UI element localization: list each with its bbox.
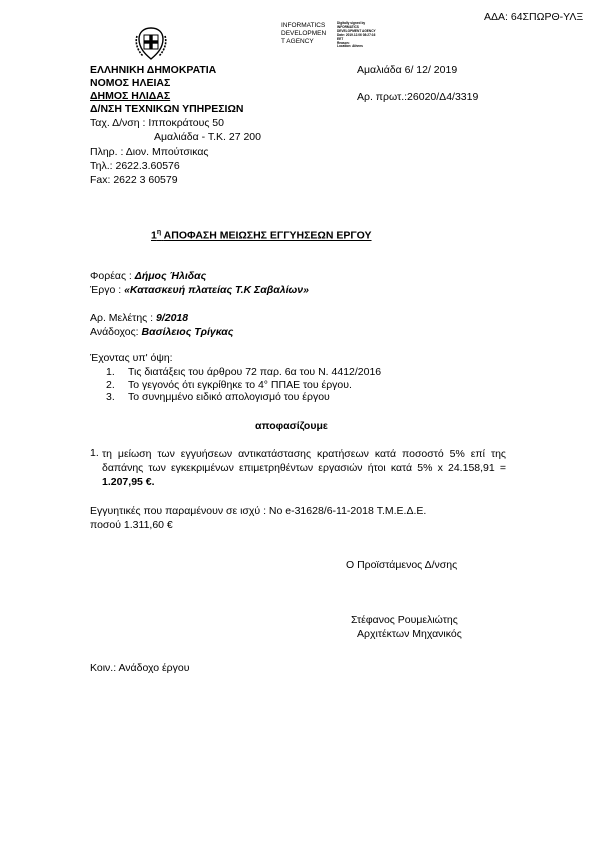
stamp-detail-line: Date: 2019.12.06 08:27:16 bbox=[337, 32, 376, 37]
study-value: 9/2018 bbox=[155, 312, 189, 324]
header-address: Ταχ. Δ/νση : Ιπποκράτους 50 bbox=[90, 117, 224, 129]
study-label: Αρ. Μελέτης : bbox=[90, 312, 156, 324]
decision-number: 1. bbox=[90, 447, 99, 459]
project-label: Έργο : bbox=[90, 284, 125, 296]
signature-stamp-name bbox=[281, 22, 326, 46]
coat-of-arms-icon bbox=[133, 26, 169, 62]
contractor-label: Ανάδοχος: bbox=[90, 326, 142, 338]
title-superscript: η bbox=[156, 229, 162, 236]
body-value: Δήμος Ήλιδας bbox=[134, 270, 207, 282]
study-line bbox=[90, 312, 188, 324]
document-title bbox=[151, 229, 372, 242]
header-fax: Fax: 2622 3 60579 bbox=[90, 174, 178, 186]
project-value: «Κατασκευή πλατείας Τ.Κ Σαβαλίων» bbox=[124, 284, 309, 296]
stamp-line: T AGENCY bbox=[281, 38, 314, 45]
signature-stamp-details bbox=[337, 22, 376, 49]
project-line bbox=[90, 284, 309, 296]
header-info: Πληρ. : Διον. Μπούτσικας bbox=[90, 146, 209, 158]
stamp-detail-line: Digitally signed by bbox=[337, 21, 366, 25]
stamp-detail-line: Location: Athens bbox=[337, 44, 363, 49]
header-municipality: ΔΗΜΟΣ ΗΛΙΔΑΣ bbox=[90, 90, 171, 102]
header-prefecture: ΝΟΜΟΣ ΗΛΕΙΑΣ bbox=[90, 77, 171, 89]
stamp-detail-line: DEVELOPMENT AGENCY bbox=[337, 28, 376, 33]
decision-heading: αποφασίζουμε bbox=[255, 420, 328, 432]
decision-item bbox=[102, 447, 506, 489]
stamp-line: DEVELOPMEN bbox=[281, 30, 327, 37]
header-city: Αμαλιάδα - Τ.Κ. 27 200 bbox=[154, 131, 261, 143]
document-date: Αμαλιάδα 6/ 12/ 2019 bbox=[357, 64, 458, 76]
signatory-role: Ο Προϊστάμενος Δ/νσης bbox=[346, 559, 458, 571]
considering-list bbox=[106, 366, 381, 404]
considering-item bbox=[106, 366, 381, 379]
body-label: Φορέας : bbox=[90, 270, 135, 282]
header-directorate: Δ/ΝΣΗ ΤΕΧΝΙΚΩΝ ΥΠΗΡΕΣΙΩΝ bbox=[90, 103, 244, 115]
remaining-amount: ποσού 1.311,60 € bbox=[90, 519, 173, 531]
title-number: 1 bbox=[151, 229, 157, 242]
contractor-line bbox=[90, 326, 233, 338]
stamp-line: INFORMATICS bbox=[281, 22, 326, 29]
decision-text: τη μείωση των εγγυήσεων αντικατάστασης κρατήσεων κατά ποσοστό 5% επί της δαπάνης των εγκεκριμένων επιμετρηθέντων εργασιών ήτοι κατά 5% x 24.158,91 = bbox=[102, 448, 506, 474]
header-phone: Τηλ.: 2622.3.60576 bbox=[90, 160, 180, 172]
considering-item bbox=[106, 379, 381, 392]
signatory-title: Αρχιτέκτων Μηχανικός bbox=[357, 628, 462, 640]
header-republic: ΕΛΛΗΝΙΚΗ ΔΗΜΟΚΡΑΤΙΑ bbox=[90, 64, 217, 76]
item-text: Τις διατάξεις του άρθρου 72 παρ. 6α του Ν. 4412/2016 bbox=[128, 366, 382, 378]
signatory-name: Στέφανος Ρουμελιώτης bbox=[351, 614, 458, 626]
cc-line: Κοιν.: Ανάδοχο έργου bbox=[90, 662, 190, 674]
remaining-guarantees: Εγγυητικές που παραμένουν σε ισχύ : Νο e-31628/6-11-2018 Τ.Μ.Ε.Δ.Ε. bbox=[90, 505, 427, 517]
protocol-number: Αρ. πρωτ.:26020/Δ4/3319 bbox=[357, 91, 479, 103]
stamp-detail-line: EET bbox=[337, 36, 344, 41]
stamp-detail-line: INFORMATICS bbox=[337, 24, 359, 29]
decision-amount: 1.207,95 €. bbox=[102, 476, 155, 488]
ada-code: ΑΔΑ: 64ΣΠΩΡΘ-ΥΛΞ bbox=[484, 11, 584, 23]
contractor-value: Βασίλειος Τρίγκας bbox=[141, 326, 234, 338]
item-number: 1. bbox=[106, 366, 115, 378]
item-number: 3. bbox=[106, 391, 115, 403]
item-text: Το γεγονός ότι εγκρίθηκε το 4° ΠΠΑΕ του έργου. bbox=[128, 378, 352, 391]
item-number: 2. bbox=[106, 378, 115, 391]
considering-item bbox=[106, 391, 381, 404]
item-text: Το συνημμένο ειδικό απολογισμό του έργου bbox=[128, 391, 330, 403]
body-line bbox=[90, 270, 206, 282]
title-text: ΑΠΟΦΑΣΗ ΜΕΙΩΣΗΣ ΕΓΓΥΗΣΕΩΝ ΕΡΓΟΥ bbox=[163, 229, 372, 242]
stamp-detail-line: Reason: bbox=[337, 40, 350, 45]
considering-heading: Έχοντας υπ' όψη: bbox=[90, 352, 173, 364]
